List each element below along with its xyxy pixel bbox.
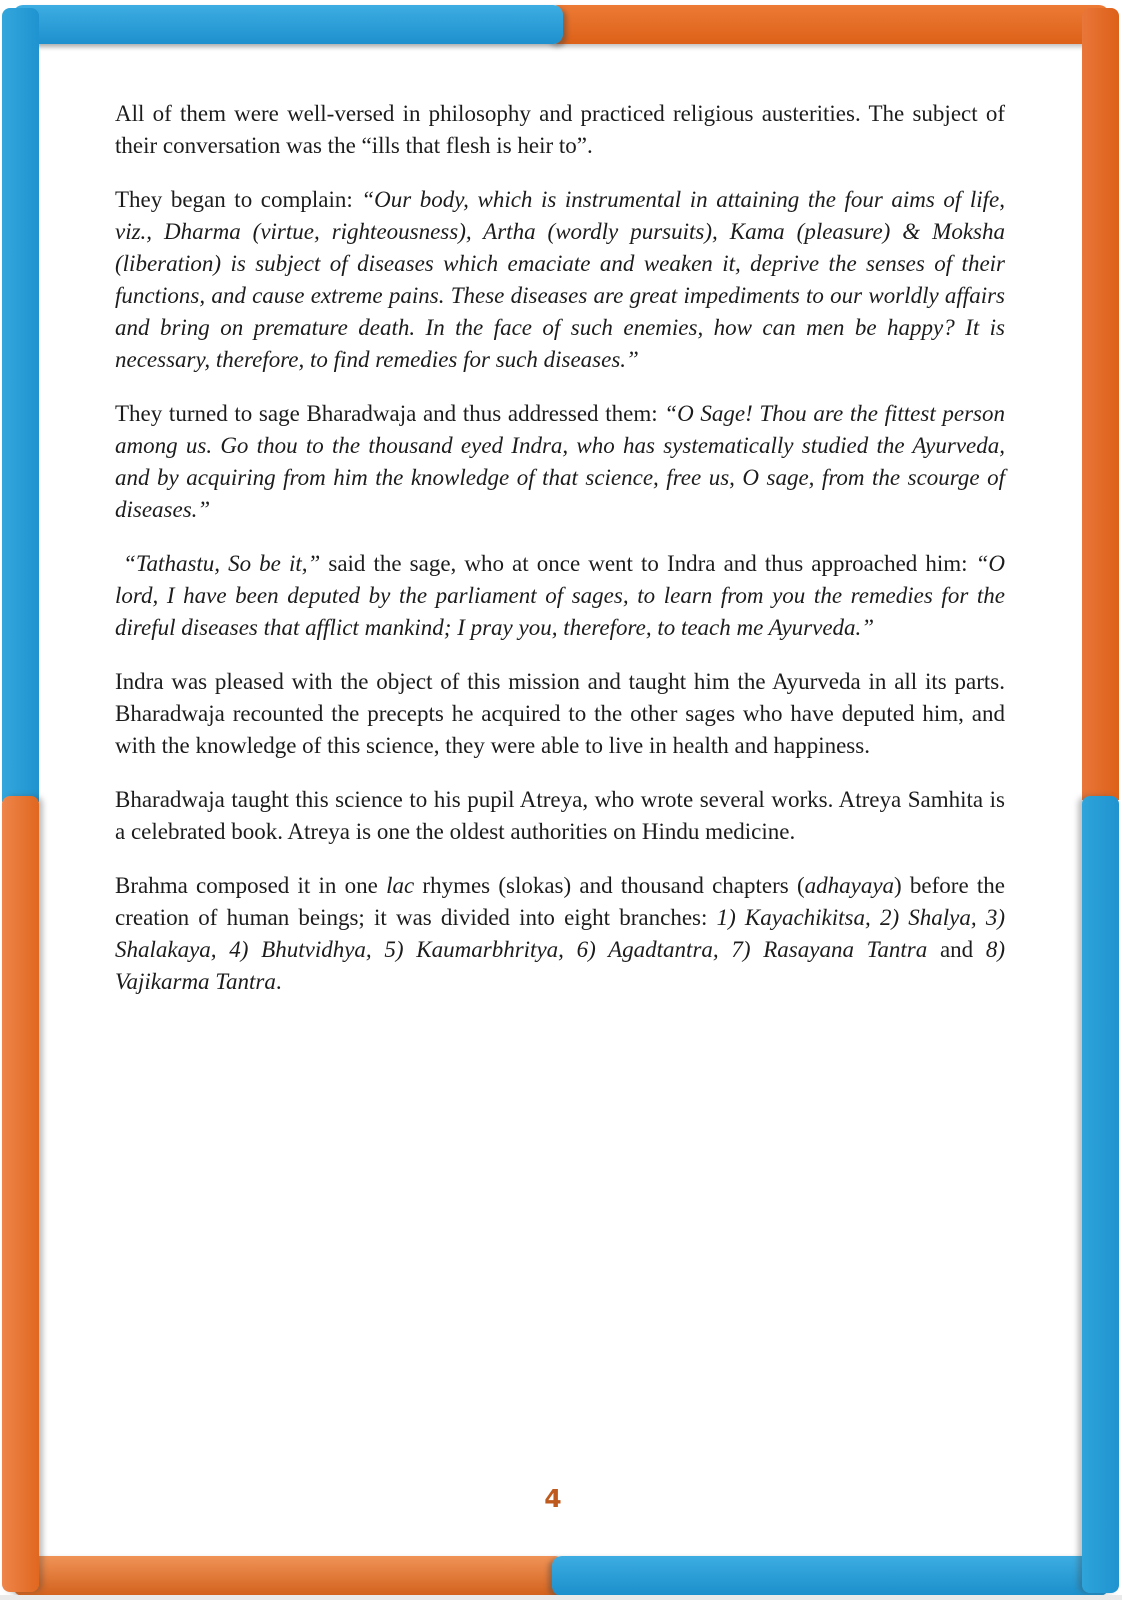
- bottom-border-orange-segment: [13, 1556, 565, 1596]
- paragraph: [115, 784, 1005, 848]
- right-border-blue-segment: [1082, 796, 1119, 1593]
- left-border-blue-segment: [2, 8, 39, 802]
- top-border-blue-segment: [13, 5, 563, 44]
- regular-text: [977, 905, 986, 930]
- paragraphs: [115, 98, 1005, 998]
- italic-text: 8) Vajikarma Tantra: [115, 937, 1006, 994]
- italic-text: 4) Bhutvidhya,: [229, 937, 372, 962]
- regular-text: .: [275, 969, 282, 994]
- italic-text: 5) Kaumarbhritya,: [384, 937, 564, 962]
- regular-text: ) before the creation of human beings; it was divided into eight branches:: [115, 873, 1005, 930]
- paragraph: [115, 184, 1005, 376]
- regular-text: said the sage, who at once went to Indra and thus approached him:: [320, 551, 976, 576]
- italic-text: 1) Kayachikitsa,: [716, 905, 871, 930]
- left-border-orange-segment: [2, 796, 39, 1592]
- regular-text: [372, 937, 385, 962]
- regular-text: They turned to sage Bharadwaja and thus addressed them:: [115, 401, 665, 426]
- regular-text: [564, 937, 577, 962]
- italic-text: “Tathastu, So be it,”: [115, 551, 321, 576]
- regular-text: Indra was pleased with the object of this mission and taught him the Ayurveda in all its parts. Bharadwaja recounted the precepts he acquired to the other sages who have deputed him, and with the knowledge of this science, they were able to live in health and happiness.: [115, 669, 1005, 758]
- page-number: 4: [544, 1484, 562, 1513]
- italic-text: 2) Shalya,: [879, 905, 977, 930]
- regular-text: They began to complain:: [115, 187, 362, 212]
- regular-text: [871, 905, 880, 930]
- italic-text: 6) Agadtantra,: [576, 937, 719, 962]
- italic-text: “O Sage! Thou are the fittest person among us. Go thou to the thousand eyed Indra, who has systematically studied the Ayurveda, and by acquiring from him the knowledge of that science, free us, O sage, from the scourge of diseases.”: [115, 401, 1005, 522]
- regular-text: [719, 937, 732, 962]
- italic-text: lac: [386, 873, 415, 898]
- italic-text: 3) Shalakaya,: [115, 905, 1005, 962]
- paragraph: [115, 666, 1005, 762]
- paragraph: [115, 98, 1005, 162]
- bottom-border-blue-segment: [552, 1556, 1109, 1596]
- paragraph: [115, 870, 1005, 998]
- regular-text: [217, 937, 230, 962]
- regular-text: All of them were well-versed in philosophy and practiced religious austerities. The subject of their conversation was the “ills that flesh is heir to”.: [115, 101, 1005, 158]
- page-bottom-edge: [0, 1595, 1122, 1600]
- italic-text: 7) Rasayana Tantra: [731, 937, 928, 962]
- page-content: [115, 98, 1005, 1020]
- regular-text: Bharadwaja taught this science to his pupil Atreya, who wrote several works. Atreya Samhita is a celebrated book. Atreya is one the oldest authorities on Hindu medicine.: [115, 787, 1005, 844]
- top-border-orange-segment: [548, 5, 1109, 44]
- italic-text: adhayaya: [804, 873, 895, 898]
- right-border-orange-segment: [1082, 8, 1119, 800]
- regular-text: Brahma composed it in one: [115, 873, 387, 898]
- regular-text: and: [927, 937, 986, 962]
- regular-text: rhymes (slokas) and thousand chapters (: [414, 873, 805, 898]
- paragraph: [115, 398, 1005, 526]
- italic-text: “Our body, which is instrumental in attaining the four aims of life, viz., Dharma (virtue, righteousness), Artha (wordly pursuits), Kama (pleasure) & Moksha (liberation) is subject of diseases which emaciate and weaken it, deprive the senses of their functions, and cause extreme pains. These diseases are great impediments to our worldly affairs and bring on premature death. In the face of such enemies, how can men be happy? It is necessary, therefore, to find remedies for such diseases.”: [115, 187, 1005, 372]
- paragraph: [115, 548, 1005, 644]
- italic-text: “O lord, I have been deputed by the parliament of sages, to learn from you the remedies for the direful diseases that afflict mankind; I pray you, therefore, to teach me Ayurveda.”: [115, 551, 1006, 640]
